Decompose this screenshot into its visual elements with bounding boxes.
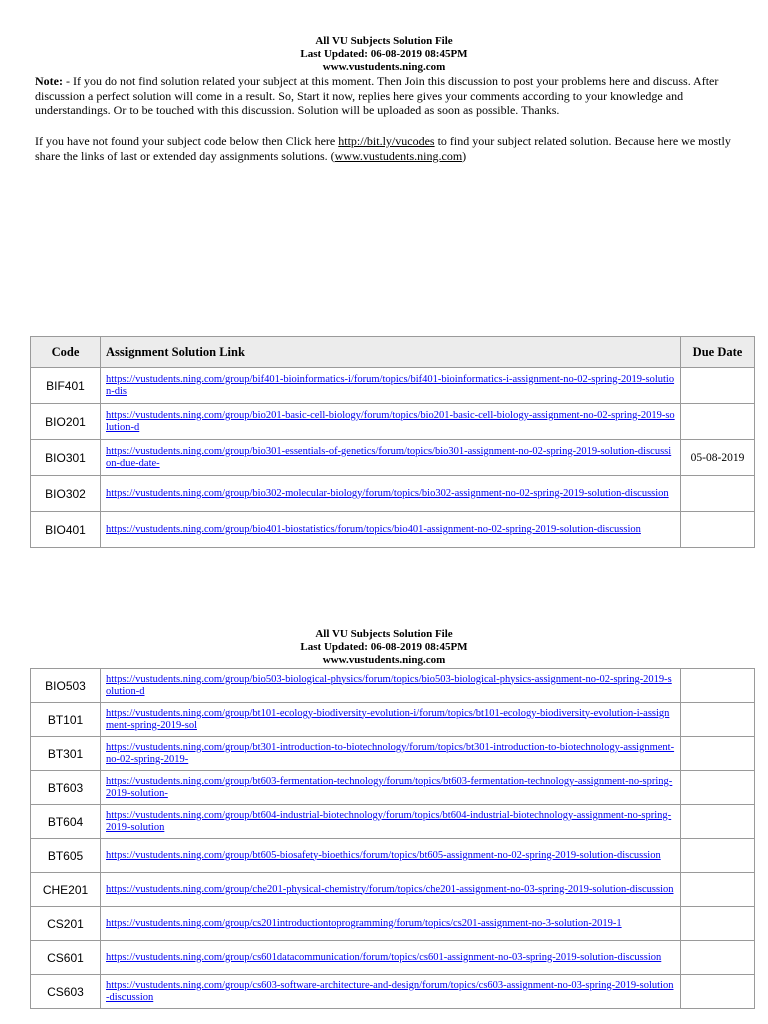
subject-code: BIF401 — [31, 368, 101, 404]
solution-link[interactable]: https://vustudents.ning.com/group/bio302-molecular-biology/forum/topics/bio302-assignment-no-02-spring-2019-solution-discussion — [101, 476, 681, 512]
subject-code: CS201 — [31, 907, 101, 941]
column-header-code: Code — [31, 337, 101, 368]
column-header-link: Assignment Solution Link — [101, 337, 681, 368]
info-text-middle: to find your subject related solution. Because here we mostly share the links of last or extended day assignments solutions. ( — [35, 134, 731, 163]
subject-code: BIO503 — [31, 669, 101, 703]
solution-link[interactable]: https://vustudents.ning.com/group/bt101-ecology-biodiversity-evolution-i/forum/topics/bt101-ecology-biodiversity-evolution-i-assignment-spring-2019-sol — [101, 703, 681, 737]
table-row — [31, 368, 755, 404]
solution-link[interactable]: https://vustudents.ning.com/group/bt301-introduction-to-biotechnology/forum/topics/bt301-introduction-to-biotechnology-assignment-no-02-spring-2019- — [101, 737, 681, 771]
table-row — [31, 737, 755, 771]
solutions-table — [30, 668, 755, 1009]
subject-code: BT101 — [31, 703, 101, 737]
note-text: - If you do not find solution related your subject at this moment. Then Join this discussion to post your problems here and discuss. After discussion a perfect solution will come in a result. So, Start it now, replies here gives your comments according to your knowledge and understandings. Or to be touched with this discussion. Solution will be uploaded as soon as possible. Thanks. — [35, 74, 719, 117]
table-row — [31, 703, 755, 737]
due-date — [681, 805, 755, 839]
solution-link[interactable]: https://vustudents.ning.com/group/bt605-biosafety-bioethics/forum/topics/bt605-assignment-no-02-spring-2019-solution-discussion — [101, 839, 681, 873]
subject-code: BIO301 — [31, 440, 101, 476]
page-header — [0, 628, 768, 667]
last-updated: Last Updated: 06-08-2019 08:45PM — [300, 48, 468, 60]
info-text-after: ) — [462, 148, 467, 163]
subject-code: BT604 — [31, 805, 101, 839]
due-date — [681, 368, 755, 404]
table-row — [31, 839, 755, 873]
solution-link[interactable]: https://vustudents.ning.com/group/cs603-software-architecture-and-design/forum/topics/cs603-assignment-no-03-spring-2019-solution-discussion — [101, 975, 681, 1009]
vustudents-link[interactable]: www.vustudents.ning.com — [334, 148, 463, 163]
solution-link[interactable]: https://vustudents.ning.com/group/bt604-industrial-biotechnology/forum/topics/bt604-industrial-biotechnology-assignment-no-spring-2019-solution — [101, 805, 681, 839]
due-date — [681, 941, 755, 975]
website: www.vustudents.ning.com — [322, 61, 446, 73]
table-row — [31, 440, 755, 476]
table-row — [31, 907, 755, 941]
due-date — [681, 404, 755, 440]
subject-code: BT301 — [31, 737, 101, 771]
solution-link[interactable]: https://vustudents.ning.com/group/bif401-bioinformatics-i/forum/topics/bif401-bioinformatics-i-assignment-no-02-spring-2019-solution-dis — [101, 368, 681, 404]
note-label: Note: — [35, 74, 63, 88]
subject-code: CS601 — [31, 941, 101, 975]
document-title: All VU Subjects Solution File — [315, 35, 453, 47]
table-row — [31, 771, 755, 805]
table-row — [31, 941, 755, 975]
due-date — [681, 703, 755, 737]
subject-code: CHE201 — [31, 873, 101, 907]
due-date — [681, 975, 755, 1009]
solution-link[interactable]: https://vustudents.ning.com/group/bio301-essentials-of-genetics/forum/topics/bio301-assignment-no-02-spring-2019-solution-discussion-due-date- — [101, 440, 681, 476]
column-header-due-date: Due Date — [681, 337, 755, 368]
due-date — [681, 771, 755, 805]
info-paragraph — [35, 134, 740, 163]
solution-link[interactable]: https://vustudents.ning.com/group/bt603-fermentation-technology/forum/topics/bt603-fermentation-technology-assignment-no-spring-2019-solution- — [101, 771, 681, 805]
solution-link[interactable]: https://vustudents.ning.com/group/cs601datacommunication/forum/topics/cs601-assignment-no-03-spring-2019-solution-discussion — [101, 941, 681, 975]
solution-link[interactable]: https://vustudents.ning.com/group/bio201-basic-cell-biology/forum/topics/bio201-basic-cell-biology-assignment-no-02-spring-2019-solution-d — [101, 404, 681, 440]
solution-link[interactable]: https://vustudents.ning.com/group/cs201introductiontoprogramming/forum/topics/cs201-assignment-no-3-solution-2019-1 — [101, 907, 681, 941]
subject-code: BIO302 — [31, 476, 101, 512]
due-date — [681, 737, 755, 771]
page-header — [0, 35, 768, 74]
due-date — [681, 907, 755, 941]
due-date — [681, 476, 755, 512]
subject-code: BIO401 — [31, 512, 101, 548]
website: www.vustudents.ning.com — [322, 654, 446, 666]
table-row — [31, 975, 755, 1009]
note-paragraph — [35, 74, 740, 118]
solution-link[interactable]: https://vustudents.ning.com/group/bio503-biological-physics/forum/topics/bio503-biological-physics-assignment-no-02-spring-2019-solution-d — [101, 669, 681, 703]
table-row — [31, 404, 755, 440]
table-row — [31, 669, 755, 703]
subject-code: BIO201 — [31, 404, 101, 440]
subject-code: CS603 — [31, 975, 101, 1009]
document-title: All VU Subjects Solution File — [315, 628, 453, 640]
table-row — [31, 873, 755, 907]
last-updated: Last Updated: 06-08-2019 08:45PM — [300, 641, 468, 653]
solution-link[interactable]: https://vustudents.ning.com/group/bio401-biostatistics/forum/topics/bio401-assignment-no-02-spring-2019-solution-discussion — [101, 512, 681, 548]
due-date — [681, 839, 755, 873]
due-date — [681, 669, 755, 703]
due-date — [681, 512, 755, 548]
table-header-row — [31, 337, 755, 368]
info-text-before: If you have not found your subject code below then Click here — [35, 134, 339, 148]
solutions-table — [30, 336, 755, 548]
table-row — [31, 805, 755, 839]
solution-link[interactable]: https://vustudents.ning.com/group/che201-physical-chemistry/forum/topics/che201-assignment-no-03-spring-2019-solution-discussion — [101, 873, 681, 907]
subject-code: BT605 — [31, 839, 101, 873]
subject-code: BT603 — [31, 771, 101, 805]
due-date: 05-08-2019 — [681, 440, 755, 476]
vucodes-link[interactable]: http://bit.ly/vucodes — [338, 134, 435, 148]
table-row — [31, 512, 755, 548]
due-date — [681, 873, 755, 907]
table-row — [31, 476, 755, 512]
